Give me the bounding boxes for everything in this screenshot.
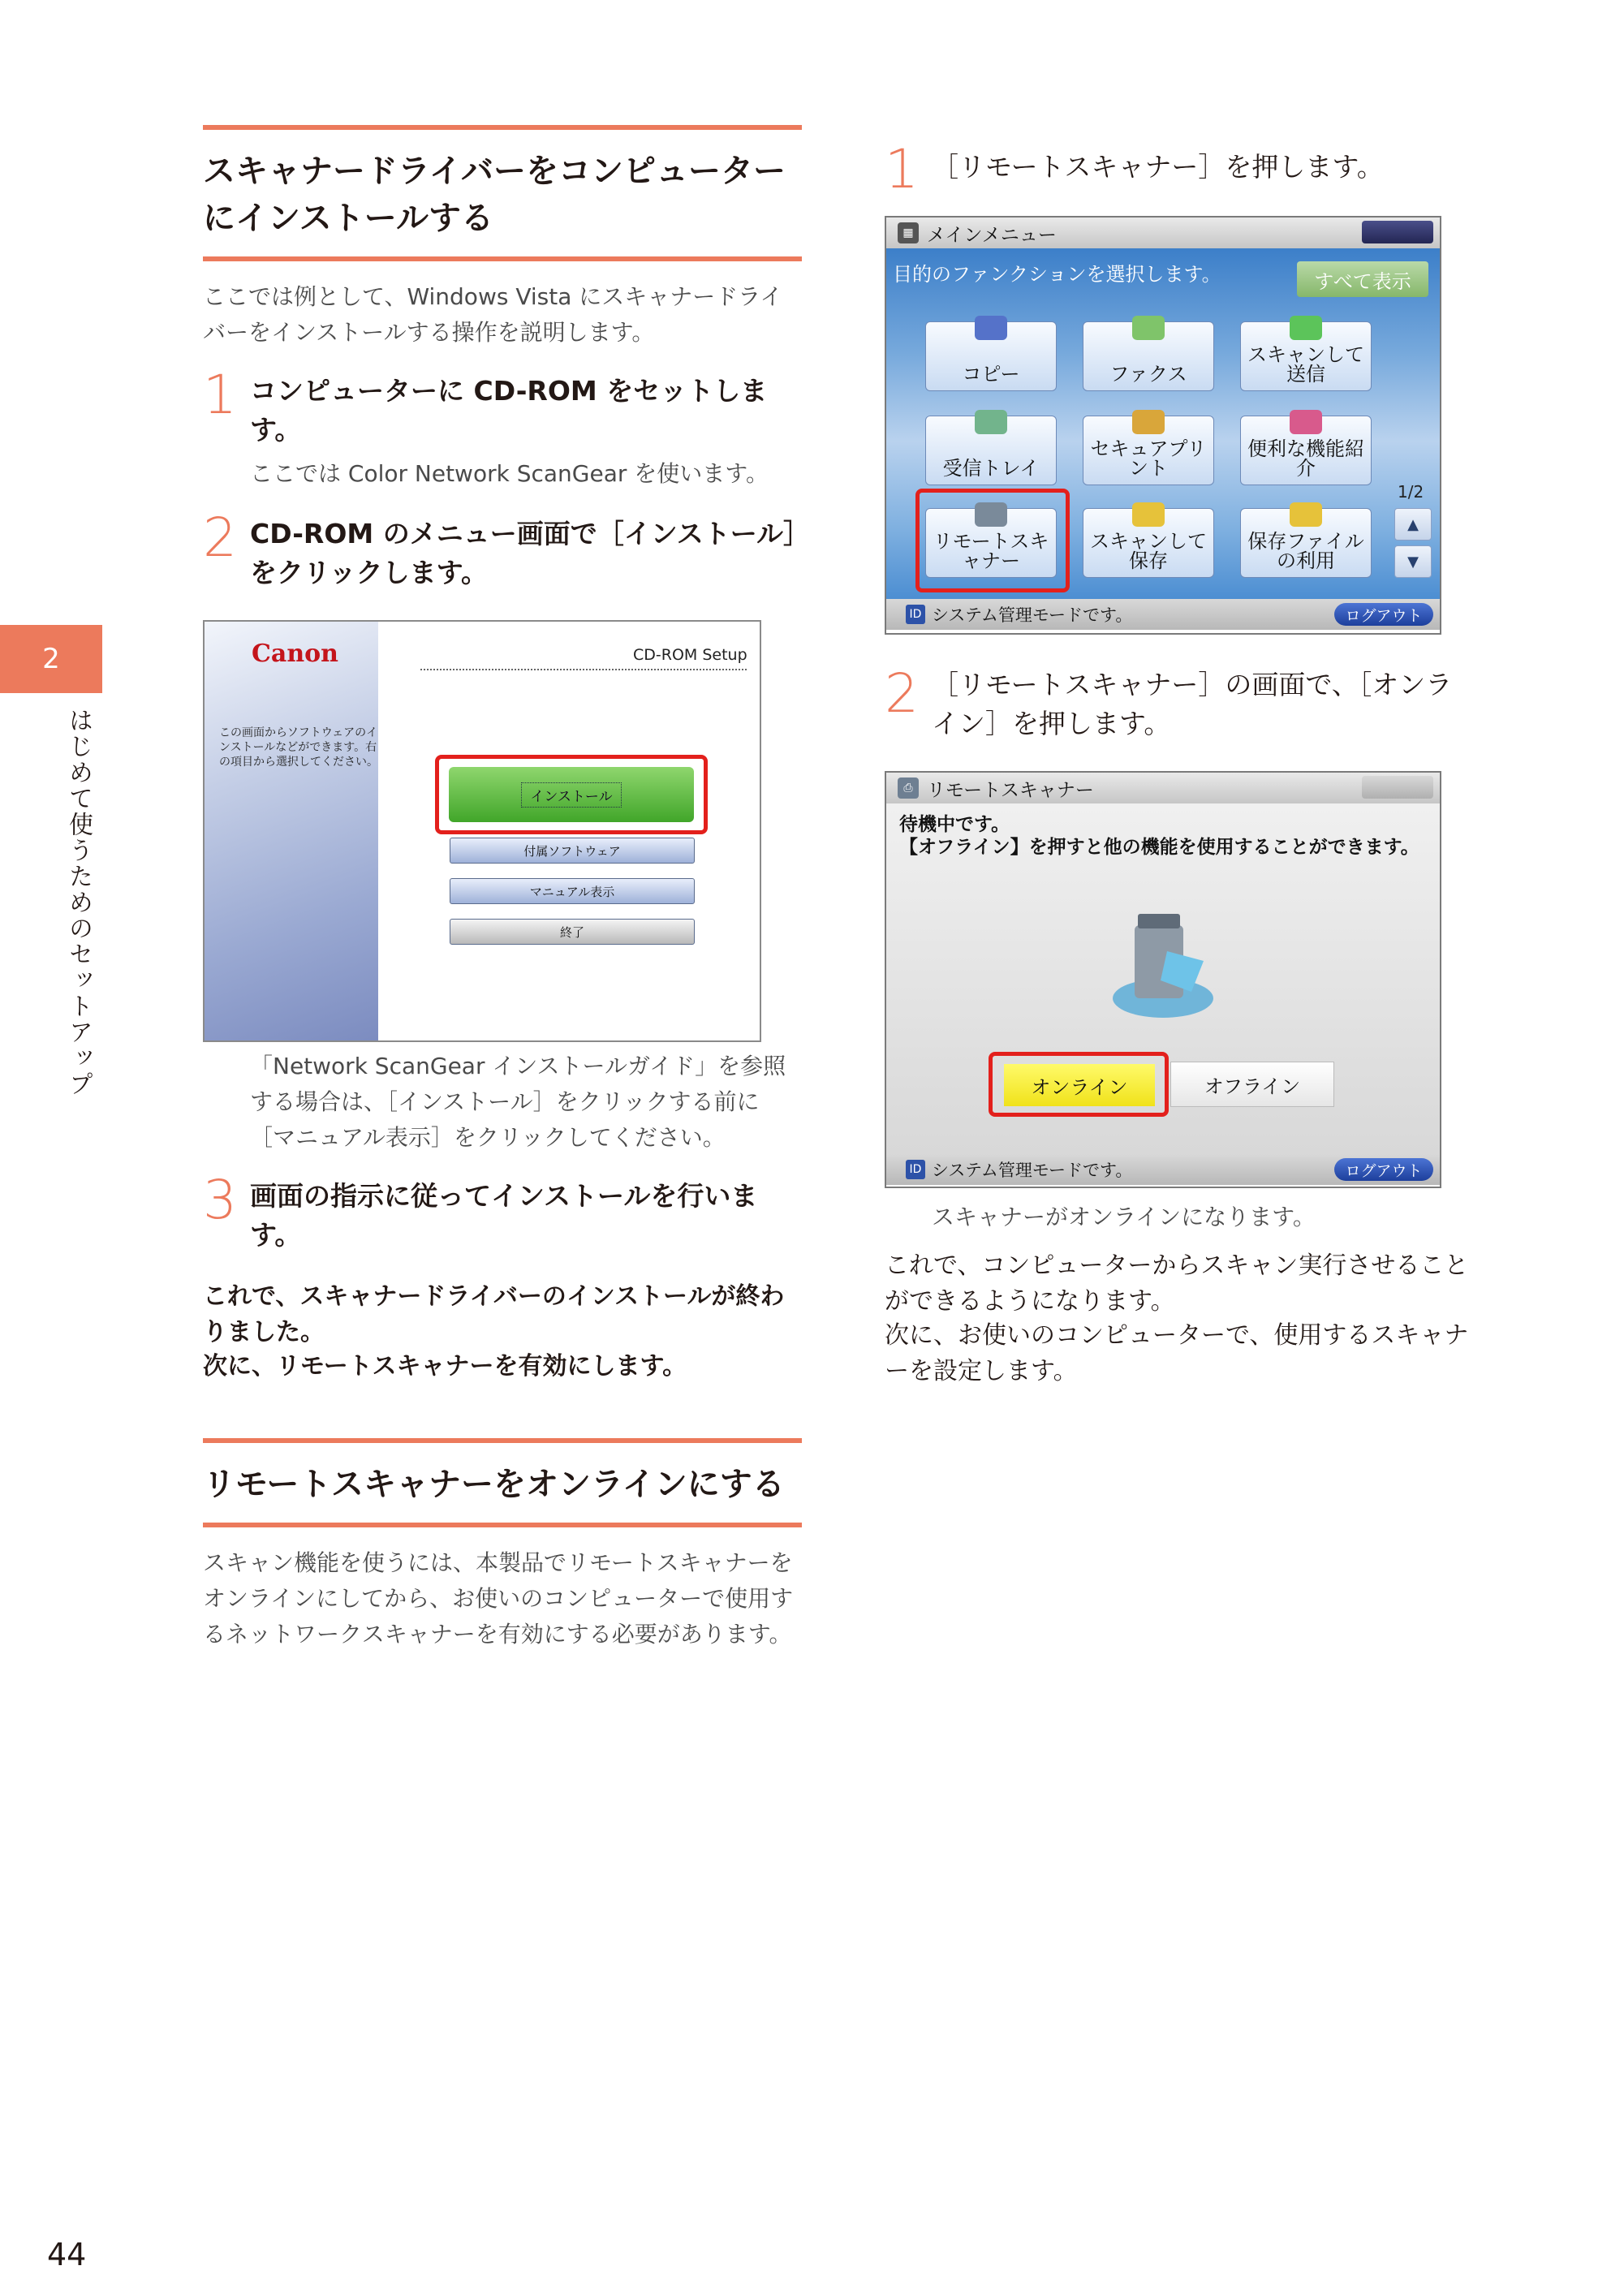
menu-icon: ▦ bbox=[898, 222, 919, 243]
step-number: 1 bbox=[203, 364, 237, 426]
secure-print-button[interactable] bbox=[1083, 416, 1214, 485]
step-text: コンピューターに CD-ROM をセットします。 bbox=[250, 375, 768, 446]
software-button[interactable]: 付属ソフトウェア bbox=[450, 838, 695, 864]
chapter-tab bbox=[0, 625, 102, 693]
chapter-number: 2 bbox=[42, 643, 60, 675]
footer-status: システム管理モードです。 bbox=[932, 1161, 1133, 1180]
conclusion-text: これで、コンピューターからスキャン実行させることができるようになります。 bbox=[885, 1251, 1469, 1316]
conclusion-text: これで、スキャナードライバーのインストールが終わりました。 bbox=[203, 1282, 785, 1346]
cdrom-title: CD-ROM Setup bbox=[633, 646, 747, 664]
footer-status: システム管理モードです。 bbox=[932, 605, 1133, 625]
menu-prompt: 目的のファンクションを選択します。 bbox=[893, 263, 1221, 286]
feature-guide-icon bbox=[1290, 410, 1322, 434]
title-bar bbox=[886, 773, 1440, 803]
button-label: コピー bbox=[962, 363, 1020, 386]
screen-title: メインメニュー bbox=[927, 224, 1057, 246]
manual-button[interactable]: マニュアル表示 bbox=[450, 878, 695, 904]
section-heading-install: スキャナードライバーをコンピューターにインストールする bbox=[203, 125, 802, 261]
step-number: 1 bbox=[885, 138, 919, 200]
install-button[interactable] bbox=[449, 767, 694, 822]
scan-store-button[interactable] bbox=[1083, 508, 1214, 578]
install-label: インストール bbox=[521, 782, 621, 808]
button-label: セキュアプリント bbox=[1090, 437, 1207, 480]
title-bar bbox=[886, 218, 1440, 248]
status-button[interactable] bbox=[1362, 221, 1433, 243]
id-icon: ID bbox=[906, 605, 925, 624]
copy-icon bbox=[975, 316, 1007, 340]
step-note: ここでは Color Network ScanGear を使います。 bbox=[250, 460, 769, 487]
logout-button[interactable]: ログアウト bbox=[1334, 1158, 1433, 1181]
offline-button[interactable]: オフライン bbox=[1170, 1062, 1334, 1107]
id-icon: ID bbox=[906, 1160, 925, 1179]
step-number: 2 bbox=[885, 662, 919, 725]
step-number: 3 bbox=[203, 1169, 237, 1231]
secure-print-icon bbox=[1132, 410, 1165, 434]
scan-send-icon bbox=[1290, 316, 1322, 340]
offline-hint: 【オフライン】を押すと他の機能を使用することができます。 bbox=[899, 837, 1419, 858]
section-heading-online: リモートスキャナーをオンラインにする bbox=[203, 1438, 802, 1527]
inbox-button[interactable] bbox=[925, 416, 1057, 485]
step-note: スキャナーがオンラインになります。 bbox=[932, 1204, 1316, 1230]
chapter-title: はじめて使うためのセットアップ bbox=[64, 708, 93, 1097]
inbox-icon bbox=[975, 410, 1007, 434]
online-button[interactable]: オンライン bbox=[1004, 1064, 1155, 1106]
canon-logo: Canon bbox=[252, 640, 338, 668]
button-label: 便利な機能紹介 bbox=[1247, 437, 1364, 480]
remote-scanner-icon bbox=[975, 502, 1007, 527]
button-label: スキャンして保存 bbox=[1090, 530, 1207, 572]
remote-scanner-screen bbox=[885, 771, 1441, 1188]
scan-send-button[interactable] bbox=[1240, 321, 1372, 391]
divider bbox=[420, 669, 747, 670]
step-number: 2 bbox=[203, 506, 237, 569]
next-text: 次に、お使いのコンピューターで、使用するスキャナーを設定します。 bbox=[885, 1321, 1469, 1385]
fax-button[interactable] bbox=[1083, 321, 1214, 391]
status-footer bbox=[886, 599, 1440, 630]
logout-button[interactable]: ログアウト bbox=[1334, 603, 1433, 626]
exit-button[interactable]: 終了 bbox=[450, 919, 695, 945]
page-indicator: 1/2 bbox=[1398, 482, 1424, 502]
button-label: 受信トレイ bbox=[942, 457, 1040, 480]
fax-icon bbox=[1132, 316, 1165, 340]
cdrom-setup-screenshot bbox=[203, 620, 761, 1042]
step-note: 「Network ScanGear インストールガイド」を参照する場合は、［インストール］をクリックする前に［マニュアル表示］をクリックしてください。 bbox=[250, 1053, 786, 1151]
status-footer bbox=[886, 1154, 1440, 1185]
install-highlight bbox=[435, 755, 708, 834]
copy-button[interactable] bbox=[925, 321, 1057, 391]
show-all-button[interactable]: すべて表示 bbox=[1297, 261, 1428, 297]
online-highlight bbox=[989, 1052, 1169, 1117]
step-text: 画面の指示に従ってインストールを行います。 bbox=[250, 1180, 758, 1251]
stored-files-button[interactable] bbox=[1240, 508, 1372, 578]
scanner-illustration bbox=[1110, 902, 1216, 1024]
section-intro: スキャン機能を使うには、本製品でリモートスキャナーをオンラインにしてから、お使いのコンピューターで使用するネットワークスキャナーを有効にする必要があります。 bbox=[203, 1549, 794, 1648]
screen-title: リモートスキャナー bbox=[927, 779, 1094, 801]
next-text: 次に、リモートスキャナーを有効にします。 bbox=[203, 1352, 687, 1381]
feature-guide-button[interactable] bbox=[1240, 416, 1372, 485]
scroll-up-button[interactable]: ▲ bbox=[1394, 508, 1432, 541]
scroll-down-button[interactable]: ▼ bbox=[1394, 545, 1432, 578]
section-intro: ここでは例として、Windows Vista にスキャナードライバーをインストールする操作を説明します。 bbox=[203, 283, 783, 346]
main-menu-screen bbox=[885, 216, 1441, 635]
scan-store-icon bbox=[1132, 502, 1165, 527]
cdrom-side-image bbox=[205, 622, 378, 1040]
remote-scanner-icon: ⎙ bbox=[898, 778, 919, 799]
cdrom-note: この画面からソフトウェアのインストールなどができます。右の項目から選択してください。 bbox=[219, 726, 378, 769]
stored-files-icon bbox=[1290, 502, 1322, 527]
button-label: スキャンして送信 bbox=[1247, 343, 1364, 386]
standby-message: 待機中です。 bbox=[899, 814, 1010, 835]
button-label: リモートスキャナー bbox=[933, 530, 1049, 572]
step-text: CD-ROM のメニュー画面で［インストール］をクリックします。 bbox=[250, 518, 797, 588]
remote-scanner-button[interactable] bbox=[925, 508, 1057, 578]
button-label: ファクス bbox=[1109, 363, 1187, 386]
button-label: 保存ファイルの利用 bbox=[1247, 530, 1364, 572]
step-text: ［リモートスキャナー］の画面で、［オンライン］を押します。 bbox=[932, 669, 1453, 739]
step-text: ［リモートスキャナー］を押します。 bbox=[932, 151, 1384, 183]
status-button[interactable] bbox=[1362, 776, 1433, 799]
page-number: 44 bbox=[47, 2237, 87, 2272]
